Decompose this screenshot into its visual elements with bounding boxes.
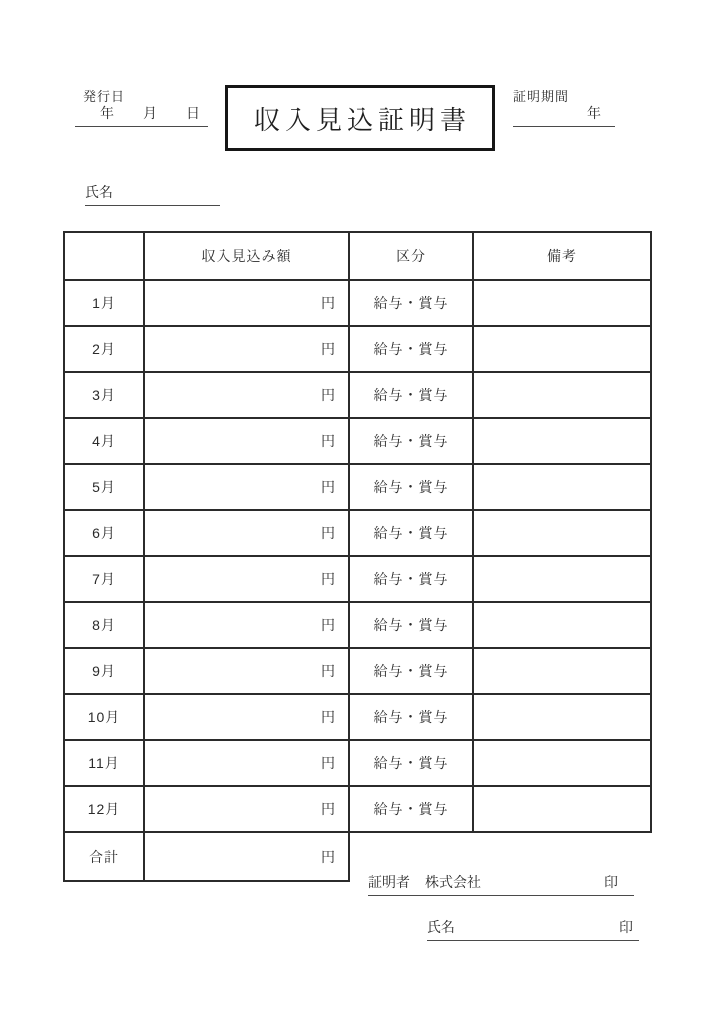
remarks-cell <box>473 740 651 786</box>
certifier-label: 証明者 <box>368 874 410 890</box>
remarks-cell <box>473 694 651 740</box>
table-row <box>64 326 651 372</box>
remarks-cell <box>473 280 651 326</box>
period-year-unit: 年 <box>587 105 601 121</box>
certifier-name-label: 氏名 <box>427 919 455 935</box>
category-cell: 給与・賞与 <box>349 418 473 464</box>
amount-cell: 円 <box>144 280 349 326</box>
remarks-cell <box>473 786 651 832</box>
table-row <box>64 510 651 556</box>
amount-cell: 円 <box>144 786 349 832</box>
header-remarks: 備考 <box>473 232 651 280</box>
month-cell: 8月 <box>64 602 144 648</box>
category-cell: 給与・賞与 <box>349 510 473 556</box>
category-cell: 給与・賞与 <box>349 786 473 832</box>
amount-cell: 円 <box>144 326 349 372</box>
month-cell: 11月 <box>64 740 144 786</box>
table-row <box>64 418 651 464</box>
issue-date-year-unit: 年 <box>100 105 114 121</box>
category-cell: 給与・賞与 <box>349 648 473 694</box>
remarks-cell <box>473 602 651 648</box>
document-title-box <box>225 85 495 151</box>
period-field <box>513 101 615 127</box>
month-cell: 3月 <box>64 372 144 418</box>
name-seal-mark: 印 <box>619 919 633 935</box>
category-cell: 給与・賞与 <box>349 464 473 510</box>
remarks-cell <box>473 372 651 418</box>
total-amount-cell: 円 <box>144 832 349 881</box>
amount-cell: 円 <box>144 648 349 694</box>
issue-date-field <box>75 101 208 127</box>
header-expected-income: 収入見込み額 <box>144 232 349 280</box>
remarks-cell <box>473 556 651 602</box>
issue-date-label: 発行日 <box>83 89 126 104</box>
month-cell: 9月 <box>64 648 144 694</box>
certifier-seal-mark: 印 <box>604 874 618 890</box>
table-row <box>64 786 651 832</box>
category-cell: 給与・賞与 <box>349 740 473 786</box>
issue-date-day-unit: 日 <box>186 105 200 121</box>
table-row <box>64 602 651 648</box>
header-month <box>64 232 144 280</box>
amount-cell: 円 <box>144 556 349 602</box>
remarks-cell <box>473 510 651 556</box>
name-label: 氏名 <box>85 184 113 200</box>
certifier-labels <box>368 872 481 892</box>
amount-cell: 円 <box>144 510 349 556</box>
category-cell: 給与・賞与 <box>349 602 473 648</box>
month-cell: 10月 <box>64 694 144 740</box>
month-cell: 4月 <box>64 418 144 464</box>
amount-cell: 円 <box>144 418 349 464</box>
total-label-cell: 合計 <box>64 832 144 881</box>
amount-cell: 円 <box>144 464 349 510</box>
table-row <box>64 372 651 418</box>
category-cell: 給与・賞与 <box>349 556 473 602</box>
remarks-cell <box>473 648 651 694</box>
table-row <box>64 556 651 602</box>
amount-cell: 円 <box>144 740 349 786</box>
name-field <box>85 180 220 206</box>
table-row <box>64 464 651 510</box>
month-cell: 7月 <box>64 556 144 602</box>
certifier-name-field <box>427 916 639 941</box>
certifier-field <box>368 871 634 896</box>
table-row <box>64 280 651 326</box>
month-cell: 1月 <box>64 280 144 326</box>
month-cell: 2月 <box>64 326 144 372</box>
month-cell: 12月 <box>64 786 144 832</box>
period-label: 証明期間 <box>513 89 570 104</box>
remarks-cell <box>473 464 651 510</box>
category-cell: 給与・賞与 <box>349 694 473 740</box>
table-row <box>64 740 651 786</box>
amount-cell: 円 <box>144 694 349 740</box>
category-cell: 給与・賞与 <box>349 326 473 372</box>
table-row <box>64 694 651 740</box>
header-category: 区分 <box>349 232 473 280</box>
income-table <box>63 231 652 882</box>
category-cell: 給与・賞与 <box>349 280 473 326</box>
amount-cell: 円 <box>144 372 349 418</box>
amount-cell: 円 <box>144 602 349 648</box>
month-cell: 6月 <box>64 510 144 556</box>
remarks-cell <box>473 418 651 464</box>
table-row <box>64 648 651 694</box>
issue-date-month-unit: 月 <box>143 105 157 121</box>
company-label: 株式会社 <box>425 874 481 890</box>
table-header-row <box>64 232 651 280</box>
month-cell: 5月 <box>64 464 144 510</box>
category-cell: 給与・賞与 <box>349 372 473 418</box>
document-title: 収入見込証明書 <box>253 104 471 135</box>
remarks-cell <box>473 326 651 372</box>
